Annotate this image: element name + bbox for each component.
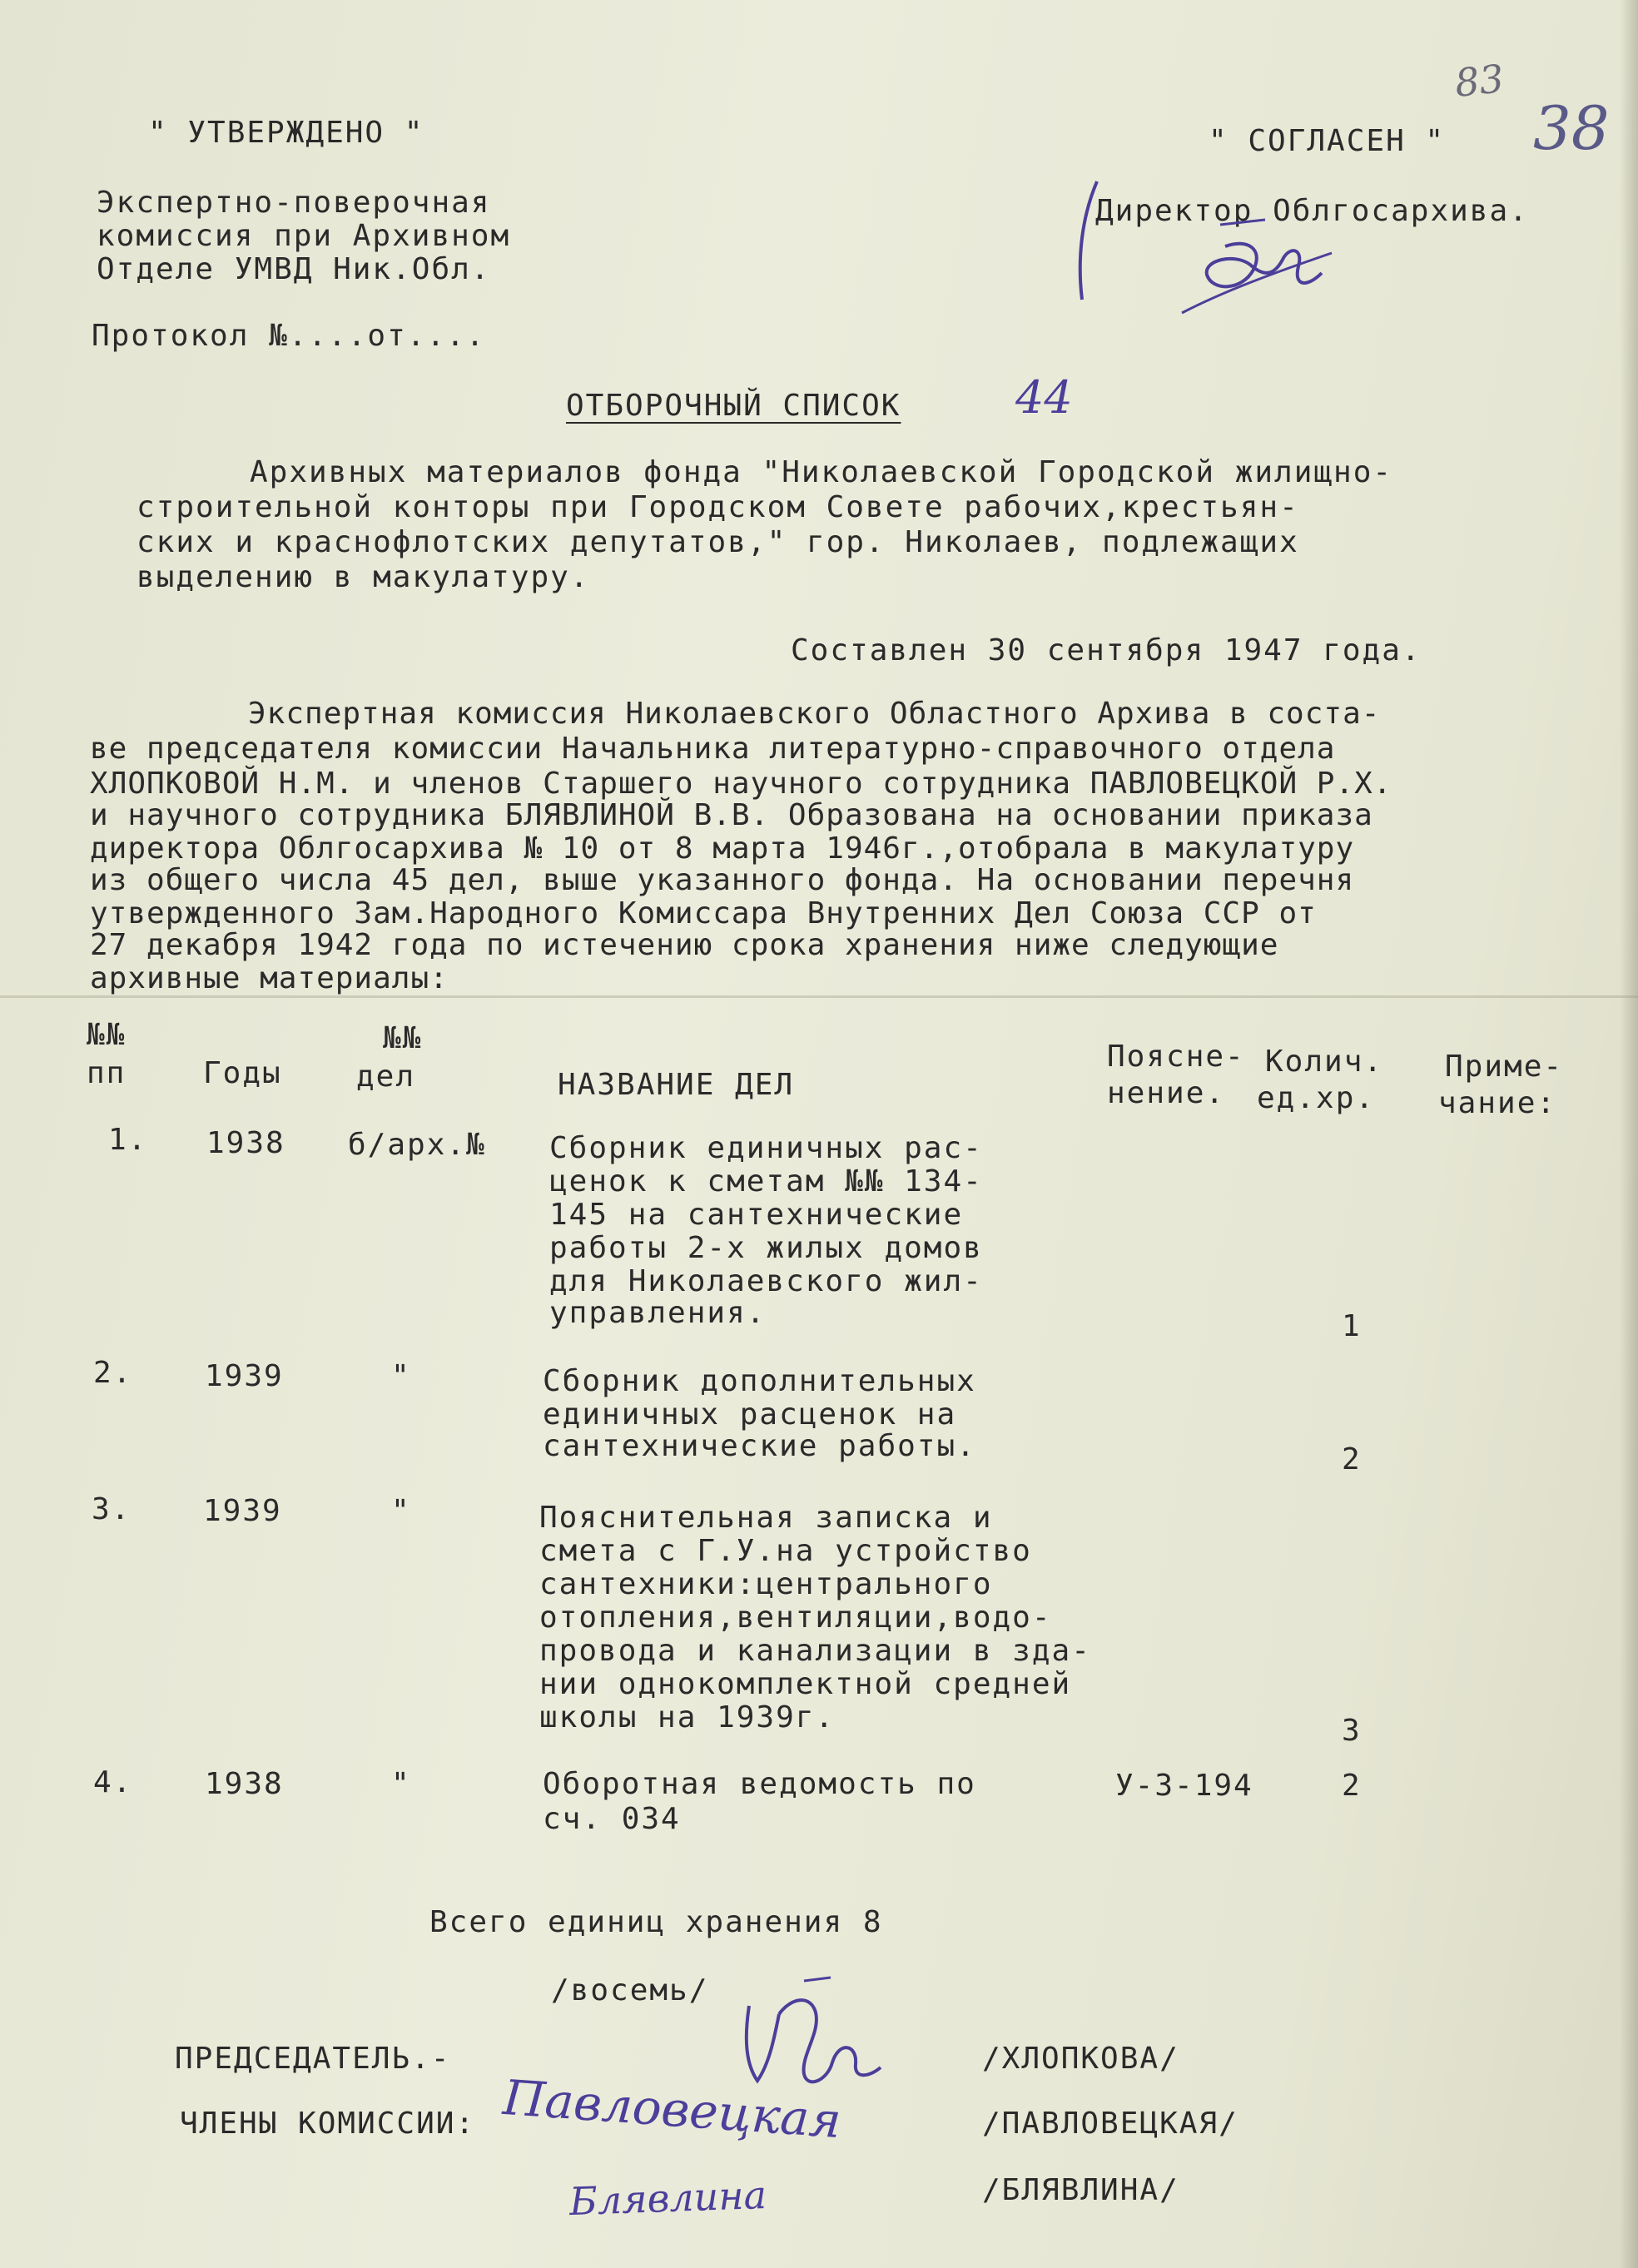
row-case: "	[391, 1359, 411, 1393]
row-name-line: школы на 1939г.	[539, 1700, 836, 1734]
header-remark: Приме-	[1445, 1050, 1564, 1084]
body-line: из общего числа 45 дел, выше указанного фонда. На основании перечня	[90, 863, 1355, 897]
header-qty: ед.хр.	[1257, 1081, 1376, 1115]
body-line: директора Облгосархива № 10 от 8 марта 1946г.,отобрала в макулатуру	[90, 831, 1355, 866]
row-number: 1.	[108, 1123, 148, 1157]
document-title: ОТБОРОЧНЫЙ СПИСОК	[566, 389, 901, 423]
chair-label: ПРЕДСЕДАТЕЛЬ.-	[175, 2042, 451, 2076]
total-units-words: /восемь/	[551, 1973, 709, 2007]
total-units: Всего единиц хранения 8	[429, 1905, 883, 1939]
body-line: 27 декабря 1942 года по истечению срока хранения ниже следующие	[90, 928, 1279, 962]
row-name-line: работы 2-х жилых домов	[549, 1231, 983, 1265]
header-note: нение.	[1107, 1076, 1226, 1110]
row-qty: 1	[1342, 1309, 1362, 1343]
body-line: ХЛОПКОВОЙ Н.М. и членов Старшего научного сотрудника ПАВЛОВЕЦКОЙ Р.Х.	[90, 767, 1392, 801]
page-mark-handwritten: 83	[1452, 56, 1506, 106]
member2-name: /БЛЯВЛИНА/	[982, 2173, 1179, 2207]
body-line: ве председателя комиссии Начальника литературно-справочного отдела	[90, 732, 1336, 766]
director-signature	[1057, 166, 1357, 333]
member1-name: /ПАВЛОВЕЦКАЯ/	[982, 2107, 1238, 2141]
row-name-line: сантехники:центрального	[539, 1567, 993, 1601]
header-note: Поясне-	[1107, 1040, 1245, 1074]
row-name-line: сч. 034	[543, 1802, 681, 1836]
approved-stamp-text: " УТВЕРЖДЕНО "	[148, 116, 424, 150]
row-note: У-3-194	[1115, 1769, 1253, 1803]
member1-signature: Павловецкая	[501, 2068, 843, 2150]
body-line: архивные материалы:	[90, 961, 449, 995]
header-qty: Колич.	[1265, 1045, 1384, 1079]
row-number: 3.	[92, 1492, 132, 1526]
row-name-line: отопления,вентиляции,водо-	[539, 1601, 1052, 1635]
intro-line: Архивных материалов фонда "Николаевской Городской жилищно-	[250, 455, 1393, 489]
intro-line: строительной конторы при Городском Совете рабочих,крестьян-	[136, 490, 1299, 524]
row-year: 1939	[203, 1494, 282, 1528]
header-num: №№	[87, 1018, 127, 1052]
chair-signature	[724, 1964, 891, 2106]
header-num: пп	[87, 1056, 127, 1090]
row-name-line: смета с Г.У.на устройство	[539, 1534, 1032, 1568]
row-name-line: для Николаевского жил-	[549, 1264, 983, 1298]
header-case: №№	[383, 1021, 423, 1055]
row-name-line: ценок к сметам №№ 134-	[549, 1164, 983, 1199]
header-name: НАЗВАНИЕ ДЕЛ	[558, 1068, 795, 1102]
row-case: "	[391, 1767, 411, 1801]
header-case: дел	[356, 1060, 416, 1094]
page-fold-line	[0, 995, 1638, 998]
row-name-line: управления.	[549, 1296, 767, 1330]
row-name-line: Сборник единичных рас-	[549, 1131, 983, 1165]
row-name-line: Оборотная ведомость по	[543, 1767, 976, 1801]
row-number: 2.	[93, 1356, 133, 1390]
commission-line-3: Отделе УМВД Ник.Обл.	[97, 252, 491, 286]
row-name-line: единичных расценок на	[543, 1397, 957, 1432]
header-remark: чание:	[1438, 1086, 1557, 1120]
row-qty: 2	[1342, 1769, 1362, 1803]
commission-line-2: комиссия при Архивном	[97, 219, 511, 253]
row-name-line: Пояснительная записка и	[539, 1501, 993, 1535]
row-qty: 2	[1342, 1442, 1362, 1476]
row-name-line: провода и канализации в зда-	[539, 1634, 1091, 1668]
member2-signature: Блявлина	[568, 2171, 767, 2225]
row-name-line: 145 на сантехнические	[549, 1198, 964, 1232]
header-years: Годы	[203, 1056, 282, 1090]
title-handwritten-mark: 44	[1015, 371, 1073, 424]
compiled-date: Составлен 30 сентября 1947 года.	[791, 633, 1422, 667]
body-line: Экспертная комиссия Николаевского Областного Архива в соста-	[248, 697, 1381, 731]
row-case: "	[391, 1494, 411, 1528]
row-year: 1939	[205, 1359, 284, 1393]
row-name-line: нии однокомплектной средней	[539, 1667, 1072, 1701]
director-text: Директор Облгосархива.	[1095, 194, 1529, 228]
page-edge-shadow	[1620, 0, 1638, 2268]
row-case: б/арх.№	[348, 1128, 486, 1162]
intro-line: ских и краснофлотских депутатов," гор. Николаев, подлежащих	[136, 525, 1299, 559]
row-name-line: Сборник дополнительных	[543, 1364, 976, 1398]
members-label: ЧЛЕНЫ КОМИССИИ:	[180, 2107, 476, 2141]
body-line: утвержденного Зам.Народного Комиссара Внутренних Дел Союза ССР от	[90, 896, 1317, 931]
row-qty: 3	[1342, 1714, 1362, 1748]
commission-line-1: Экспертно-поверочная	[97, 186, 491, 220]
row-number: 4.	[93, 1765, 133, 1799]
row-year: 1938	[205, 1767, 284, 1801]
page-number-handwritten: 38	[1533, 93, 1610, 163]
protocol-line: Протокол №....от....	[92, 319, 486, 353]
body-line: и научного сотрудника БЛЯВЛИНОЙ В.В. Образована на основании приказа	[90, 798, 1373, 832]
row-year: 1938	[206, 1126, 285, 1160]
chair-name: /ХЛОПКОВА/	[982, 2042, 1179, 2076]
row-name-line: сантехнические работы.	[543, 1429, 976, 1463]
intro-line: выделению в макулатуру.	[136, 560, 590, 594]
agreed-stamp-text: " СОГЛАСЕН "	[1209, 124, 1446, 158]
